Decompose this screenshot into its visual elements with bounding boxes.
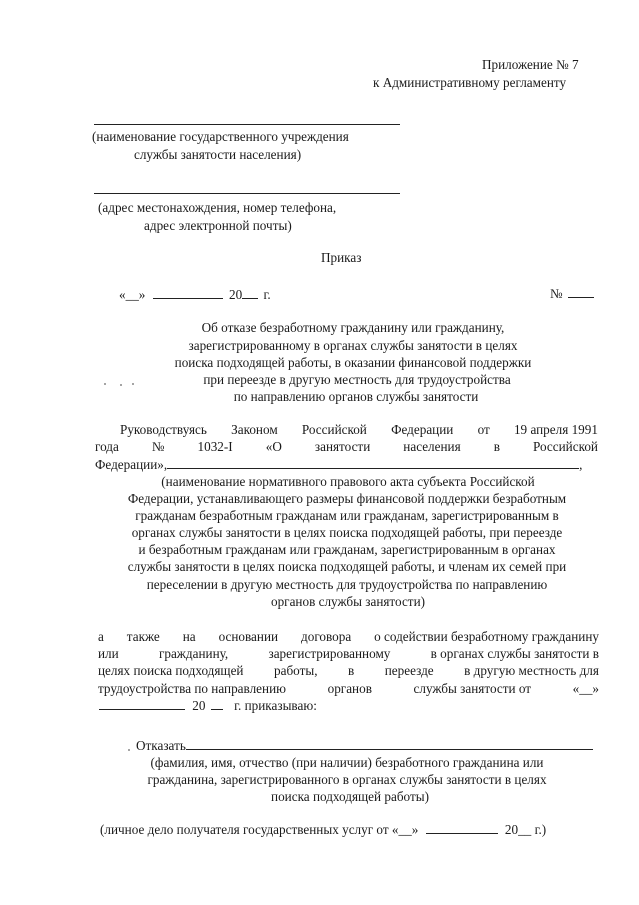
scan-speck — [128, 749, 130, 751]
institution-address-hint-1: (адрес местонахождения, номер телефона, — [98, 200, 337, 215]
paragraph-2-line-3 — [98, 662, 599, 679]
word: «О — [265, 439, 282, 454]
word: зарегистрированному — [268, 646, 391, 661]
order-day: «__» — [119, 287, 146, 302]
refuse-label: Отказать — [136, 738, 186, 753]
case-file-line — [100, 821, 546, 838]
paragraph-2-line-4 — [98, 680, 599, 697]
order-title: Приказ — [321, 250, 362, 265]
word: Федерации — [391, 422, 454, 437]
word: на — [182, 629, 196, 644]
act-hint-2: Федерации, устанавливающего размеры финансовой поддержки безработным — [127, 491, 567, 506]
word: в — [348, 663, 355, 678]
act-hint-1: (наименование нормативного правового акта субъекта Российской — [161, 474, 535, 489]
word: органов — [327, 681, 372, 696]
word: о содействии безработному гражданину — [374, 629, 599, 644]
scan-speck — [104, 383, 106, 385]
word: в другую местность для — [464, 663, 599, 678]
comma: , — [579, 457, 583, 472]
person-hint-1: (фамилия, имя, отчество (при наличии) безработного гражданина или — [150, 755, 544, 770]
word: службы занятости от — [413, 681, 532, 696]
institution-name-hint-1: (наименование государственного учреждения — [92, 129, 349, 144]
subject-line-1: Об отказе безработному гражданину или гражданину, — [201, 320, 505, 335]
word: «__» — [572, 681, 599, 696]
word: населения — [403, 439, 461, 454]
paragraph-2-line-1 — [98, 628, 599, 645]
person-hint-2: гражданина, зарегистрированного в органах службы занятости в целях — [147, 772, 547, 787]
subject-line-4: при переезде в другую местность для трудоустройства — [203, 372, 511, 387]
scan-speck — [120, 384, 122, 386]
act-hint-6: службы занятости в целях поиска подходящей работы, и членам их семей при — [127, 559, 567, 574]
case-file-month-blank — [426, 821, 498, 834]
word: трудоустройства по направлению — [98, 681, 286, 696]
word: Руководствуясь — [120, 422, 207, 437]
order-clause: г. приказываю: — [234, 698, 317, 713]
act-hint-5: и безработным гражданам или гражданам, зарегистрированным в органах — [138, 542, 556, 557]
order-year-blank — [242, 286, 258, 299]
contract-month-blank — [99, 697, 185, 710]
institution-address-hint-2: адрес электронной почты) — [144, 218, 292, 233]
word: занятости — [314, 439, 371, 454]
paragraph-1-line-2 — [95, 438, 598, 455]
person-hint-3: поиска подходящей работы) — [271, 789, 429, 804]
order-number — [550, 285, 594, 302]
word: или — [98, 646, 119, 661]
subject-line-3: поиска подходящей работы, в оказании финансовой поддержки — [174, 355, 532, 370]
word: № — [151, 439, 165, 454]
word: основании — [218, 629, 279, 644]
subject-line-5: по направлению органов службы занятости — [233, 389, 479, 404]
word: Российской — [532, 439, 598, 454]
word: Российской — [301, 422, 367, 437]
paragraph-1-line-3 — [95, 456, 582, 473]
order-number-label: № — [550, 286, 563, 301]
appendix-reference: к Административному регламенту — [373, 75, 567, 90]
federation-closing: Федерации», — [95, 457, 168, 472]
order-number-blank — [568, 285, 594, 298]
word: также — [126, 629, 160, 644]
case-file-year: 20__ — [504, 822, 532, 837]
paragraph-2-line-5 — [99, 697, 317, 714]
order-year-prefix: 20 — [228, 287, 243, 302]
institution-address-line — [94, 193, 400, 194]
subject-line-2: зарегистрированному в органах службы занятости в целях — [188, 338, 518, 353]
legal-act-blank — [167, 456, 579, 469]
order-month-blank — [153, 286, 223, 299]
word: в — [493, 439, 500, 454]
word: 1032-I — [197, 439, 233, 454]
refuse-line — [136, 737, 593, 754]
case-file-start: (личное дело получателя государственных услуг от «__» — [100, 822, 419, 837]
contract-year-blank — [211, 697, 223, 710]
institution-name-line — [94, 124, 400, 125]
paragraph-1-line-1 — [120, 421, 598, 438]
word: от — [477, 422, 490, 437]
word: переезде — [384, 663, 434, 678]
act-hint-7: переселении в другую местность для трудоустройства по направлению — [146, 577, 548, 592]
appendix-number: Приложение № 7 — [482, 57, 579, 72]
act-hint-3: гражданам безработным гражданам или гражданам, зарегистрированным в — [135, 508, 559, 523]
institution-name-hint-2: службы занятости населения) — [134, 147, 302, 162]
act-hint-4: органах службы занятости в целях поиска подходящей работы, при переезде — [131, 525, 563, 540]
word: года — [95, 439, 119, 454]
contract-year-prefix: 20 — [192, 698, 206, 713]
act-hint-8: органов службы занятости) — [270, 594, 426, 609]
word: в органах службы занятости в — [430, 646, 599, 661]
recipient-name-blank — [186, 737, 593, 750]
paragraph-2-line-2 — [98, 645, 599, 662]
case-file-end: г.) — [534, 822, 547, 837]
word: договора — [301, 629, 352, 644]
word: гражданину, — [158, 646, 229, 661]
word: целях поиска подходящей — [98, 663, 244, 678]
order-year-suffix: г. — [263, 287, 271, 302]
order-date — [119, 286, 271, 303]
word: Законом — [231, 422, 278, 437]
word: а — [98, 629, 104, 644]
word: работы, — [274, 663, 318, 678]
word: 19 апреля 1991 — [513, 422, 598, 437]
scan-speck — [132, 383, 134, 385]
